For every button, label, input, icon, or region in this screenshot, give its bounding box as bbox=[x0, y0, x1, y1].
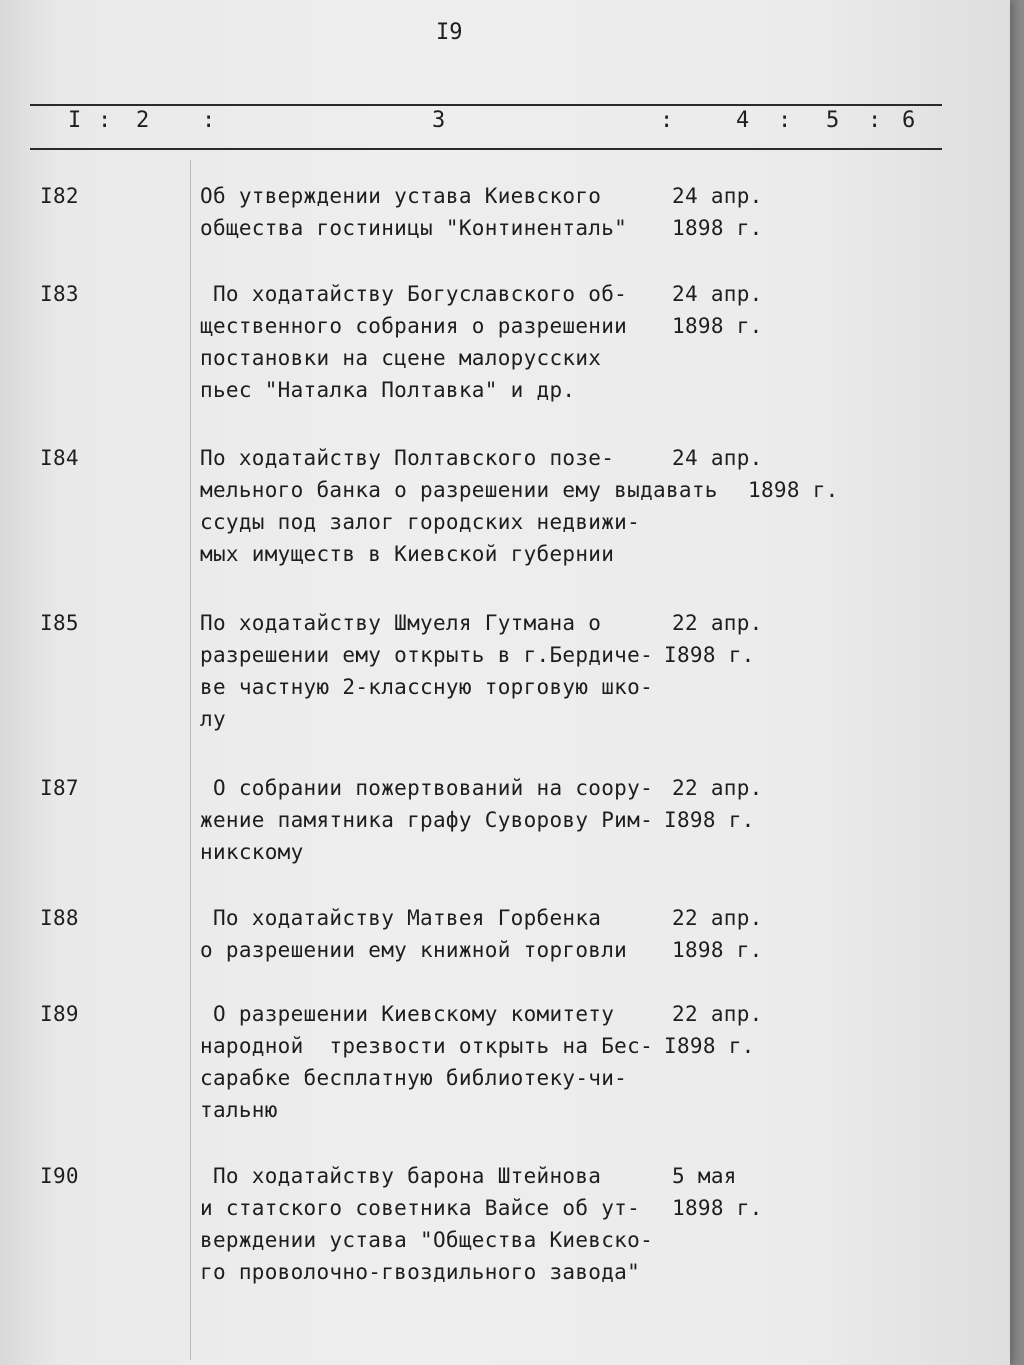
col-head-sep: : bbox=[202, 108, 216, 133]
entry-date-day: 22 апр. bbox=[672, 611, 763, 635]
entry-number: I88 bbox=[40, 906, 79, 930]
entry-number: I85 bbox=[40, 611, 79, 635]
col-head-6: 6 bbox=[902, 108, 916, 133]
col-head-sep: : bbox=[778, 108, 792, 133]
entry-number: I83 bbox=[40, 282, 79, 306]
entry-text-line: тальню bbox=[200, 1098, 278, 1122]
entry-text-line: щественного собрания о разрешении bbox=[200, 314, 628, 338]
entry-date-day: 24 апр. bbox=[672, 184, 763, 208]
header-bottom-rule bbox=[30, 148, 942, 150]
entry-text-line: пьес "Наталка Полтавка" и др. bbox=[200, 378, 576, 402]
entry-text-line: общества гостиницы "Континенталь" bbox=[200, 216, 628, 240]
entry-date-year: I898 г. bbox=[664, 1034, 755, 1058]
entry-date-day: 24 апр. bbox=[672, 446, 763, 470]
entry-text-line: верждении устава "Общества Киевско- bbox=[200, 1228, 654, 1252]
entry-text-line: и статского советника Вайсе об ут- bbox=[200, 1196, 641, 1220]
entry-text-line: разрешении ему открыть в г.Бердиче- bbox=[200, 643, 654, 667]
entry-date-year: 1898 г. bbox=[748, 478, 839, 502]
entry-text-line: О собрании пожертвований на соору- bbox=[200, 776, 654, 800]
entry-text-line: о разрешении ему книжной торговли bbox=[200, 938, 628, 962]
entry-date-year: I898 г. bbox=[664, 643, 755, 667]
entry-date-day: 22 апр. bbox=[672, 906, 763, 930]
entry-text-line: По ходатайству Полтавского позе- bbox=[200, 446, 615, 470]
header-top-rule bbox=[30, 104, 942, 106]
entry-date-year: 1898 г. bbox=[672, 1196, 763, 1220]
entry-date-day: 22 апр. bbox=[672, 1002, 763, 1026]
entry-date-year: 1898 г. bbox=[672, 216, 763, 240]
entry-number: I89 bbox=[40, 1002, 79, 1026]
col-head-sep: : bbox=[98, 108, 112, 133]
entry-text-line: народной трезвости открыть на Бес- bbox=[200, 1034, 654, 1058]
entry-text-line: По ходатайству Матвея Горбенка bbox=[200, 906, 602, 930]
col-head-1: I bbox=[68, 108, 82, 133]
entry-date-day: 22 апр. bbox=[672, 776, 763, 800]
entry-number: I87 bbox=[40, 776, 79, 800]
col-head-sep: : bbox=[660, 108, 674, 133]
col-head-5: 5 bbox=[826, 108, 840, 133]
entry-text-line: По ходатайству Богуславского об- bbox=[200, 282, 628, 306]
page-number: I9 bbox=[436, 20, 463, 45]
entry-text-line: никскому bbox=[200, 840, 304, 864]
col-head-3: 3 bbox=[432, 108, 446, 133]
entry-number: I82 bbox=[40, 184, 79, 208]
entry-number: I84 bbox=[40, 446, 79, 470]
col-head-4: 4 bbox=[736, 108, 750, 133]
entry-date-day: 5 мая bbox=[672, 1164, 737, 1188]
col-head-sep: : bbox=[868, 108, 882, 133]
entry-text-line: мых имуществ в Киевской губернии bbox=[200, 542, 615, 566]
entry-date-year: 1898 г. bbox=[672, 938, 763, 962]
entry-text-line: ссуды под залог городских недвижи- bbox=[200, 510, 641, 534]
entry-text-line: сарабке бесплатную библиотеку-чи- bbox=[200, 1066, 628, 1090]
entry-text-line: жение памятника графу Суворову Рим- bbox=[200, 808, 654, 832]
entry-text-line: постановки на сцене малорусских bbox=[200, 346, 602, 370]
entry-text-line: мельного банка о разрешении ему выдавать bbox=[200, 478, 718, 502]
entry-text-line: го проволочно-гвоздильного завода" bbox=[200, 1260, 641, 1284]
entry-text-line: По ходатайству Шмуеля Гутмана о bbox=[200, 611, 602, 635]
entry-text-line: По ходатайству барона Штейнова bbox=[200, 1164, 602, 1188]
entry-date-year: 1898 г. bbox=[672, 314, 763, 338]
entry-text-line: Об утверждении устава Киевского bbox=[200, 184, 602, 208]
col-head-2: 2 bbox=[136, 108, 150, 133]
entry-date-year: I898 г. bbox=[664, 808, 755, 832]
entry-text-line: О разрешении Киевскому комитету bbox=[200, 1002, 615, 1026]
entry-number: I90 bbox=[40, 1164, 79, 1188]
entry-text-line: лу bbox=[200, 707, 226, 731]
column-divider bbox=[190, 160, 191, 1360]
entry-text-line: ве частную 2-классную торговую шко- bbox=[200, 675, 654, 699]
entry-date-day: 24 апр. bbox=[672, 282, 763, 306]
